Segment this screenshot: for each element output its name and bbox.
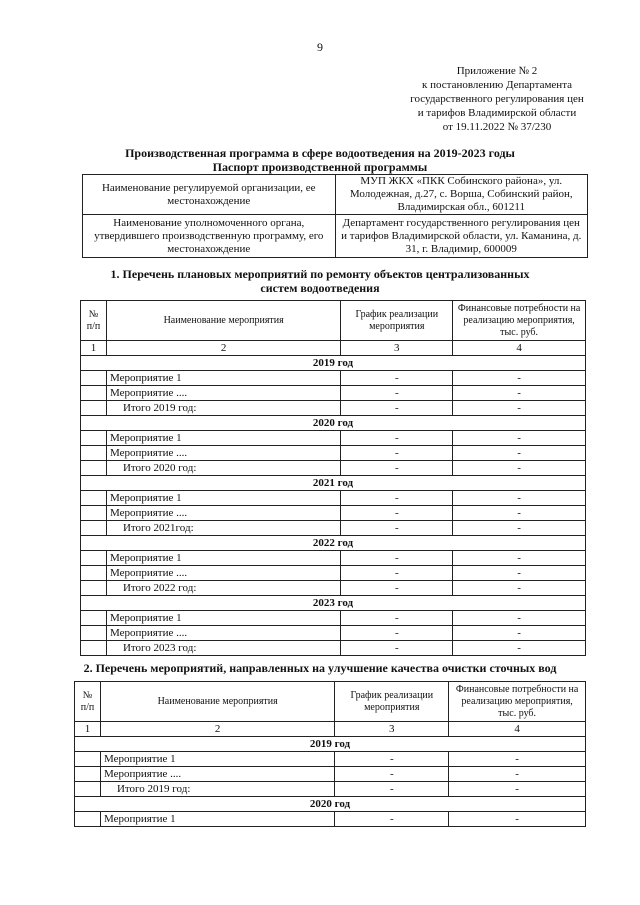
table-row [81, 446, 586, 461]
total-row [81, 641, 586, 656]
finance-cell: - [453, 611, 586, 626]
passport-table [82, 174, 588, 258]
finance-cell: - [453, 461, 586, 476]
finance-cell: - [449, 782, 586, 797]
year-row [75, 737, 586, 752]
passport-value: МУП ЖКХ «ПКК Собинского района», ул. Молодежная, д.27, с. Ворша, Собинский район, Владимирская обл., 601211 [335, 175, 588, 215]
schedule-cell: - [341, 446, 453, 461]
col-header-finance: Финансовые потребности на реализацию мероприятия, тыс. руб. [453, 301, 586, 341]
year-label: 2023 год [81, 596, 586, 611]
item-name: Мероприятие .... [106, 506, 340, 521]
annex-line: от 19.11.2022 № 37/230 [442, 121, 552, 133]
item-name: Мероприятие .... [106, 386, 340, 401]
col-header-name: Наименование мероприятия [100, 682, 334, 722]
col-header-schedule: График реализации мероприятия [341, 301, 453, 341]
annex-line: Приложение № 2 [456, 65, 538, 77]
section2-title: 2. Перечень мероприятий, направленных на улучшение качества очистки сточных вод [83, 661, 557, 675]
column-number-row [75, 722, 586, 737]
table-row [81, 626, 586, 641]
annex-block [392, 64, 602, 134]
finance-cell: - [453, 431, 586, 446]
total-label: Итого 2021год: [106, 521, 340, 536]
table-row [81, 386, 586, 401]
plan-table-1 [80, 300, 586, 656]
passport-label: Наименование уполномоченного органа, утвердившего производственную программу, его местонахождение [83, 215, 336, 258]
header-row [81, 301, 586, 341]
schedule-cell: - [341, 371, 453, 386]
finance-cell: - [453, 521, 586, 536]
col-number: 4 [453, 341, 586, 356]
col-header-num: № п/п [81, 301, 107, 341]
year-label: 2021 год [81, 476, 586, 491]
item-name: Мероприятие 1 [100, 812, 334, 827]
col-number: 1 [75, 722, 101, 737]
item-name: Мероприятие 1 [106, 551, 340, 566]
finance-cell: - [453, 386, 586, 401]
total-row [81, 521, 586, 536]
schedule-cell: - [341, 491, 453, 506]
schedule-cell: - [341, 611, 453, 626]
year-label: 2020 год [81, 416, 586, 431]
year-row [81, 536, 586, 551]
main-title: Производственная программа в сфере водоотведения на 2019-2023 годы [125, 146, 515, 160]
col-number: 3 [335, 722, 449, 737]
passport-row [83, 215, 588, 258]
item-name: Мероприятие 1 [106, 431, 340, 446]
finance-cell: - [453, 446, 586, 461]
finance-cell: - [453, 626, 586, 641]
year-row [81, 476, 586, 491]
finance-cell: - [453, 506, 586, 521]
finance-cell: - [449, 752, 586, 767]
col-number: 4 [449, 722, 586, 737]
table-row [81, 611, 586, 626]
item-name: Мероприятие .... [106, 566, 340, 581]
col-number: 3 [341, 341, 453, 356]
col-header-finance: Финансовые потребности на реализацию мероприятия, тыс. руб. [449, 682, 586, 722]
table-row [81, 371, 586, 386]
year-label: 2019 год [81, 356, 586, 371]
plan-table-2 [74, 681, 586, 827]
total-label: Итого 2022 год: [106, 581, 340, 596]
schedule-cell: - [341, 521, 453, 536]
year-label: 2020 год [75, 797, 586, 812]
section1-title-line2: систем водоотведения [260, 281, 380, 295]
total-label: Итого 2020 год: [106, 461, 340, 476]
schedule-cell: - [341, 506, 453, 521]
col-number: 1 [81, 341, 107, 356]
schedule-cell: - [341, 386, 453, 401]
col-header-num: № п/п [75, 682, 101, 722]
total-row [81, 401, 586, 416]
page-number: 9 [317, 40, 323, 54]
finance-cell: - [453, 581, 586, 596]
schedule-cell: - [341, 431, 453, 446]
table-row [81, 431, 586, 446]
item-name: Мероприятие 1 [100, 752, 334, 767]
total-label: Итого 2023 год: [106, 641, 340, 656]
schedule-cell: - [341, 581, 453, 596]
col-number: 2 [106, 341, 340, 356]
schedule-cell: - [341, 401, 453, 416]
passport-label: Наименование регулируемой организации, ее местонахождение [83, 175, 336, 215]
annex-line: и тарифов Владимирской области [417, 107, 577, 119]
year-row [81, 356, 586, 371]
item-name: Мероприятие 1 [106, 491, 340, 506]
total-row [81, 581, 586, 596]
year-label: 2019 год [75, 737, 586, 752]
passport-row [83, 175, 588, 215]
schedule-cell: - [341, 641, 453, 656]
table-row [75, 752, 586, 767]
schedule-cell: - [341, 551, 453, 566]
finance-cell: - [453, 371, 586, 386]
finance-cell: - [449, 767, 586, 782]
finance-cell: - [453, 401, 586, 416]
schedule-cell: - [341, 566, 453, 581]
schedule-cell: - [335, 782, 449, 797]
passport-value: Департамент государственного регулирования цен и тарифов Владимирской области, ул. Каманина, д. 31, г. Владимир, 600009 [335, 215, 588, 258]
total-row [75, 782, 586, 797]
schedule-cell: - [341, 461, 453, 476]
schedule-cell: - [335, 767, 449, 782]
schedule-cell: - [335, 752, 449, 767]
table-row [75, 767, 586, 782]
annex-line: государственного регулирования цен [410, 93, 584, 105]
year-label: 2022 год [81, 536, 586, 551]
column-number-row [81, 341, 586, 356]
table-row [81, 491, 586, 506]
finance-cell: - [453, 551, 586, 566]
finance-cell: - [453, 566, 586, 581]
finance-cell: - [453, 641, 586, 656]
item-name: Мероприятие .... [100, 767, 334, 782]
item-name: Мероприятие 1 [106, 611, 340, 626]
section1-title-line1: 1. Перечень плановых мероприятий по ремонту объектов централизованных [110, 267, 530, 281]
schedule-cell: - [341, 626, 453, 641]
col-number: 2 [100, 722, 334, 737]
header-row [75, 682, 586, 722]
total-label: Итого 2019 год: [106, 401, 340, 416]
year-row [81, 596, 586, 611]
passport-title: Паспорт производственной программы [212, 160, 428, 174]
finance-cell: - [453, 491, 586, 506]
finance-cell: - [449, 812, 586, 827]
schedule-cell: - [335, 812, 449, 827]
table-row [81, 551, 586, 566]
item-name: Мероприятие .... [106, 446, 340, 461]
year-row [81, 416, 586, 431]
item-name: Мероприятие .... [106, 626, 340, 641]
table-row [81, 566, 586, 581]
total-row [81, 461, 586, 476]
col-header-schedule: График реализации мероприятия [335, 682, 449, 722]
total-label: Итого 2019 год: [100, 782, 334, 797]
col-header-name: Наименование мероприятия [106, 301, 340, 341]
annex-line: к постановлению Департамента [421, 79, 573, 91]
item-name: Мероприятие 1 [106, 371, 340, 386]
table-row [75, 812, 586, 827]
table-row [81, 506, 586, 521]
year-row [75, 797, 586, 812]
